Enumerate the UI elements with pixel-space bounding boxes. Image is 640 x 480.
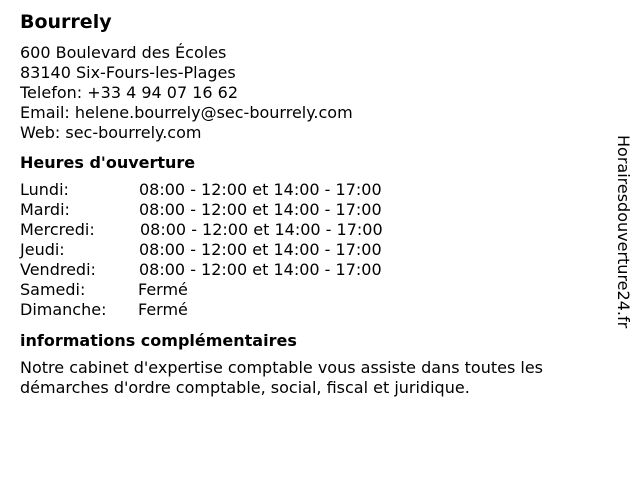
day-label: Lundi: — [20, 180, 69, 199]
hours-row-thursday — [20, 240, 610, 260]
info-text: Notre cabinet d'expertise comptable vous assiste dans toutes les démarches d'ordre comptable, social, fiscal et juridique. — [20, 358, 543, 397]
time-value: 08:00 - 12:00 et 14:00 - 17:00 — [139, 260, 382, 279]
phone-line: Telefon: +33 4 94 07 16 62 — [20, 83, 239, 102]
day-label: Mardi: — [20, 200, 70, 219]
time-value: Fermé — [138, 300, 188, 319]
hours-table — [20, 180, 610, 320]
time-value: 08:00 - 12:00 et 14:00 - 17:00 — [140, 220, 383, 239]
day-label: Vendredi: — [20, 260, 96, 279]
hours-heading: Heures d'ouverture — [20, 153, 196, 172]
day-label: Samedi: — [20, 280, 86, 299]
hours-row-tuesday — [20, 200, 610, 220]
day-label: Jeudi: — [20, 240, 65, 259]
web-line: Web: sec-bourrely.com — [20, 123, 202, 142]
business-name: Bourrely — [20, 11, 112, 33]
hours-row-sunday — [20, 300, 610, 320]
time-value: 08:00 - 12:00 et 14:00 - 17:00 — [139, 200, 382, 219]
hours-row-monday — [20, 180, 610, 200]
business-card — [20, 10, 610, 398]
time-value: 08:00 - 12:00 et 14:00 - 17:00 — [139, 180, 382, 199]
contact-block — [20, 43, 610, 143]
time-value: 08:00 - 12:00 et 14:00 - 17:00 — [139, 240, 382, 259]
address-line-1: 600 Boulevard des Écoles — [20, 43, 227, 62]
info-heading: informations complémentaires — [20, 331, 297, 350]
email-line: Email: helene.bourrely@sec-bourrely.com — [20, 103, 353, 122]
day-label: Mercredi: — [20, 220, 95, 239]
side-brand-watermark: Horairesdouverture24.fr — [614, 135, 633, 329]
day-label: Dimanche: — [20, 300, 107, 319]
address-line-2: 83140 Six-Fours-les-Plages — [20, 63, 236, 82]
hours-row-wednesday — [20, 220, 610, 240]
hours-row-friday — [20, 260, 610, 280]
hours-row-saturday — [20, 280, 610, 300]
time-value: Fermé — [138, 280, 188, 299]
